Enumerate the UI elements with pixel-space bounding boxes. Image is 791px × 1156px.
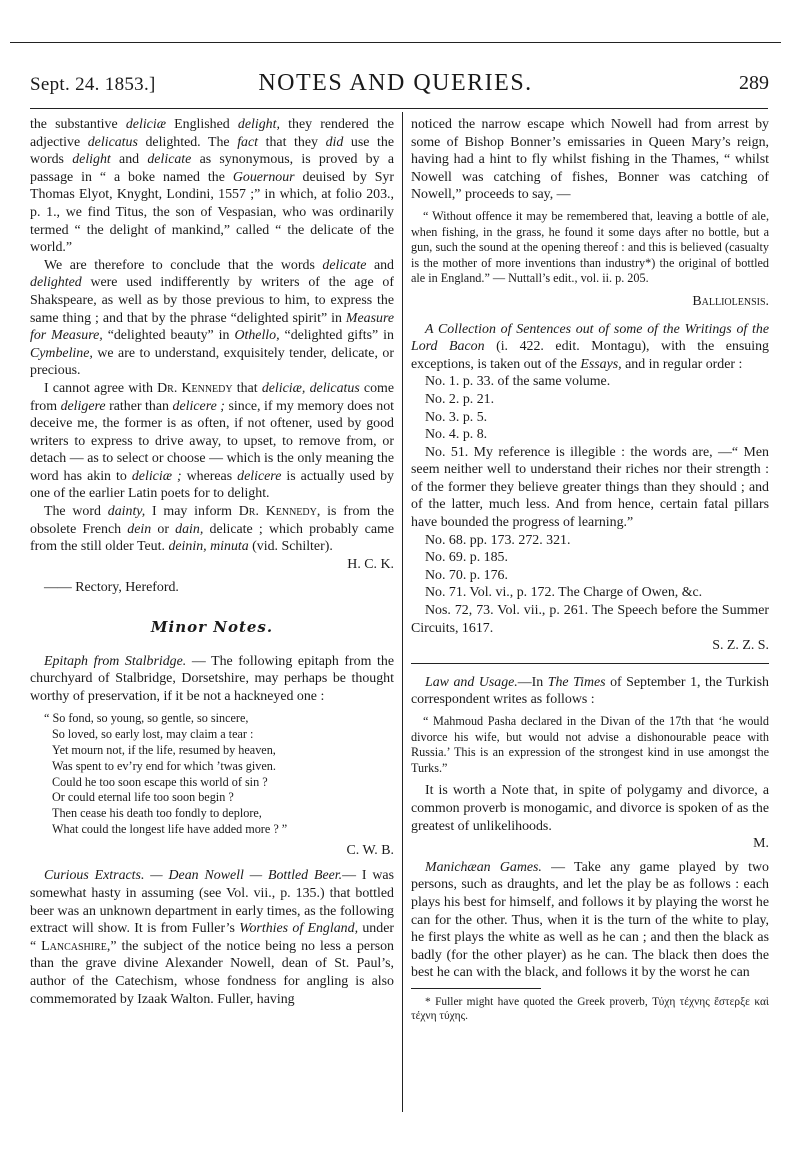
paragraph: We are therefore to conclude that the words delicate and delighted were used indifferently by writers of the age of Shakspeare, as well as by those previous to him, to express the same thing ; and that by the phrase “delighted spirit” in Measure for Measure, “delighted beauty” in Othello, “delighted gifts” in Cymbeline, we are to understand, exquisitely tender, delicate, or precious. bbox=[30, 257, 395, 379]
poem-line: Could he too soon escape this world of sin ? bbox=[52, 774, 268, 789]
paragraph: A Collection of Sentences out of some of the Writings of the Lord Bacon (i. 422. edit. Montagu), with the ensuing exceptions, is taken out of the Essays, and in regular order : bbox=[411, 321, 769, 372]
paragraph: It is worth a Note that, in spite of polygamy and divorce, a common proverb is monogamic, and divorce is spoken of as the greatest of unlikelihoods. bbox=[411, 783, 769, 834]
poem-line: What could the longest life have added more ? ” bbox=[52, 821, 288, 836]
paragraph: I cannot agree with Dr. Kennedy that deliciæ, delicatus come from deligere rather than delicere ; since, if my memory does not deceive me, the former is as often, if not oftener, used by good writers to express to drive away, to upset, to remove from, or detach — as to select or choose — which is the only meaning the word has akin to deliciæ ; whereas delicere is actually used by one of the earlier Latin poets for to delight. bbox=[30, 380, 394, 502]
poem-line: Yet mourn not, if the life, resumed by heaven, bbox=[52, 743, 276, 757]
page-number: 289 bbox=[739, 72, 769, 94]
list-item: Nos. 72, 73. Vol. vii., p. 261. The Speech before the Summer Circuits, 1617. bbox=[411, 603, 769, 636]
list-item: No. 2. p. 21. bbox=[425, 391, 495, 407]
poem-line: Was spent to ev’ry end for which ’twas given. bbox=[52, 758, 276, 773]
poem-line: Or could eternal life too soon begin ? bbox=[52, 790, 234, 805]
poem-line: So loved, so early lost, may claim a tear : bbox=[52, 727, 254, 742]
list-item: No. 70. p. 176. bbox=[425, 567, 508, 583]
paragraph: The word dainty, I may inform Dr. Kennedy, is from the obsolete French dein or dain, delicate ; which probably came from the still older Teut. deinin, minuta (vid. Schilter). bbox=[30, 504, 394, 555]
reference-list bbox=[411, 373, 769, 637]
list-item: No. 71. Vol. vi., p. 172. The Charge of Owen, &c. bbox=[425, 585, 703, 601]
left-column bbox=[30, 116, 394, 1008]
issue-date: Sept. 24. 1853.] bbox=[30, 74, 156, 95]
footnote-rule bbox=[411, 988, 541, 989]
list-item: No. 68. pp. 173. 272. 321. bbox=[425, 532, 571, 548]
paragraph: Curious Extracts. — Dean Nowell — Bottled Beer.— I was somewhat hasty in assuming (see Vol. vii., p. 135.) that bottled beer was an unknown department in early times, as the following extract will show. It is from Fuller’s Worthies of England, under “ Lancashire,” the subject of the notice being no less a person than the grave divine Alexander Nowell, dean of St. Paul’s, author of the Catechism, whose fondness for angling is also commemorated by Izaak Walton. Fuller, having bbox=[30, 868, 394, 1007]
footnote: * Fuller might have quoted the Greek proverb, Τύχη τέχνης ἔστερξε καὶ τέχνη τύχης. bbox=[411, 995, 769, 1023]
list-item: No. 51. My reference is illegible : the words are, —“ Men seem neither well to understand their riches nor their strength : of the former they believe greater things than they should ; and of the latter, much less. And from hence, certain fatal pillars have bounded the progress of learning.” bbox=[411, 444, 769, 531]
block-quote: “ Mahmoud Pasha declared in the Divan of the 17th that ‘he would divorce his wife, but would not advise a dishonourable peace with Russia.’ This is an expression of the strongest kind in use amongst the Turks.” bbox=[411, 714, 769, 775]
right-column bbox=[411, 116, 769, 1024]
section-divider bbox=[411, 663, 769, 664]
signature: Balliolensis. bbox=[692, 293, 769, 309]
paragraph: Epitaph from Stalbridge. — The following epitaph from the churchyard of Stalbridge, Dorsetshire, may perhaps be thought worthy of preservation, if it be not a hackneyed one : bbox=[30, 653, 394, 704]
list-item: No. 3. p. 5. bbox=[425, 409, 488, 425]
paragraph: Manichæan Games. — Take any game played by two persons, such as draughts, and let the play be as follows : each plays his best for himself, and follows it by playing the worst he can for the other. Thus, when it is the turn of the white to play, he first plays the white as well as he can ; and then the black as badly (for the other player) as he can. The black then does the best he can with the black, and follows it by the worst he can bbox=[411, 859, 769, 981]
header-rule bbox=[30, 108, 768, 109]
list-item: No. 69. p. 185. bbox=[425, 550, 508, 566]
block-quote: “ Without offence it may be remembered that, leaving a bottle of ale, when fishing, in the grass, he found it some days after no bottle, but a gun, such the sound at the opening thereof : and this is believed (casualty is the mother of more inventions than industry*) the original of bottled ale in England.” — Nuttall’s edit., vol. ii. p. 205. bbox=[411, 208, 769, 286]
section-heading: Minor Notes. bbox=[150, 618, 274, 637]
paragraph: noticed the narrow escape which Nowell had from arrest by some of Bishop Bonner’s emissaries in Queen Mary’s reign, having had a hint to fly whilst fishing in the Thames, “ whilst Nowell was catching of fishes, Bonner was catching of Nowell,” proceeds to say, — bbox=[411, 117, 769, 203]
signature: M. bbox=[753, 836, 769, 852]
signature: C. W. B. bbox=[346, 842, 394, 858]
paragraph: Law and Usage.—In The Times of September 1, the Turkish correspondent writes as follows : bbox=[411, 674, 769, 708]
location-line: —— Rectory, Hereford. bbox=[44, 580, 179, 596]
signature: S. Z. Z. S. bbox=[712, 638, 769, 654]
list-item: No. 4. p. 8. bbox=[425, 427, 488, 443]
column-divider bbox=[402, 112, 403, 1112]
page-title: NOTES AND QUERIES. bbox=[258, 70, 533, 96]
list-item: No. 1. p. 33. of the same volume. bbox=[425, 374, 611, 390]
poem-line: “ So fond, so young, so gentle, so sincere, bbox=[44, 711, 249, 726]
signature: H. C. K. bbox=[347, 556, 394, 572]
epitaph-poem bbox=[44, 711, 394, 837]
paragraph: the substantive deliciæ Englished delight, they rendered the adjective delicatus delighted. The fact that they did use the words delight and delicate as synonymous, is proved by a passage in “ a boke named the Gouernour deuised by Syr Thomas Elyot, Knyght, Londini, 1557 ;” in which, at folio 203., p. 1., we find Titus, the son of Vespasian, who was ordinarily termed “ the delight of mankind,” called “ the delicate of the world.” bbox=[30, 117, 394, 256]
poem-line: Then cease his death too fondly to deplore, bbox=[52, 806, 262, 821]
top-border bbox=[10, 42, 781, 43]
